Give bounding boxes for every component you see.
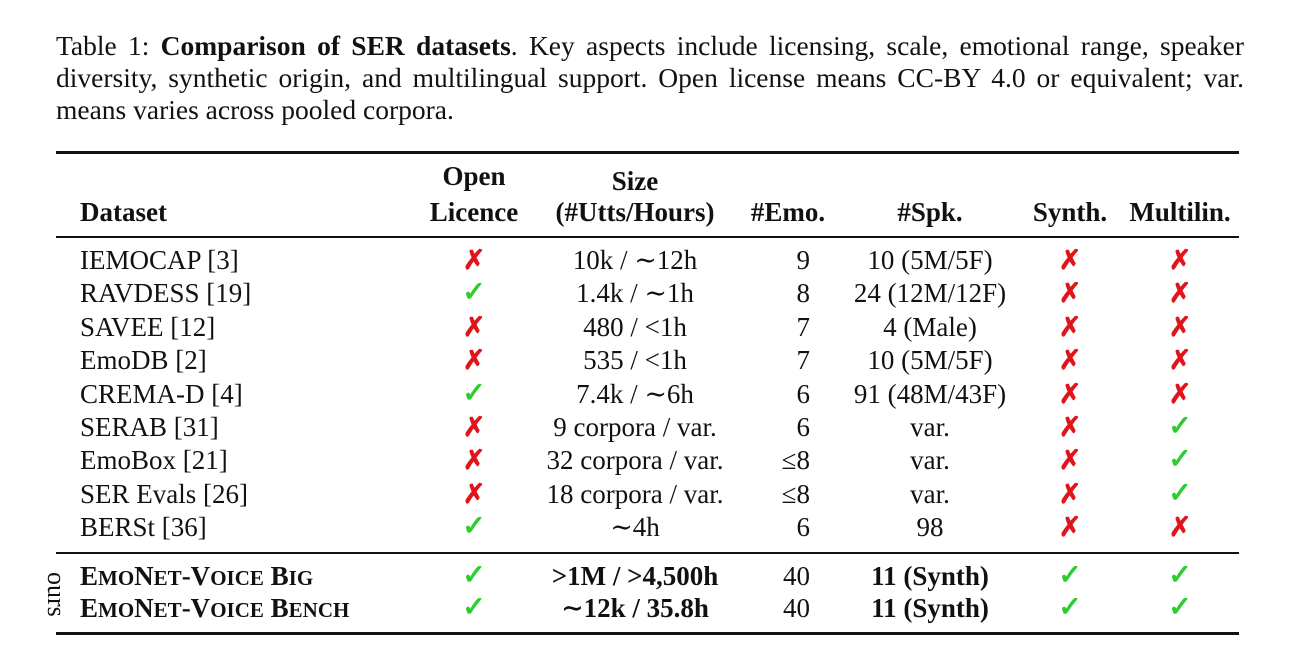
cell-open: ✓ xyxy=(462,377,486,409)
cell-spk: 11 (Synth) xyxy=(871,561,989,591)
header-emo: #Emo. xyxy=(750,197,826,227)
cell-synth: ✗ xyxy=(1058,412,1082,442)
ours-label-text: ours xyxy=(42,572,71,617)
cell-emo: 7 xyxy=(796,311,810,342)
cell-emo: 40 xyxy=(783,561,810,591)
cell-dataset: CREMA-D [4] xyxy=(80,378,243,409)
cell-size: 535 / <1h xyxy=(583,345,687,376)
cell-multilin: ✗ xyxy=(1168,245,1192,275)
cell-synth: ✗ xyxy=(1058,245,1082,275)
header-spk: #Spk. xyxy=(897,197,963,227)
cell-size: >1M / >4,500h xyxy=(551,561,719,591)
cell-spk: var. xyxy=(910,478,950,509)
cell-dataset: SER Evals [26] xyxy=(80,478,248,509)
cell-open: ✓ xyxy=(462,592,486,623)
name-part: E xyxy=(80,561,99,591)
name-part: OICE xyxy=(210,566,264,590)
cell-multilin: ✗ xyxy=(1168,512,1192,543)
cell-dataset: IEMOCAP [3] xyxy=(80,245,239,275)
cell-dataset xyxy=(80,560,410,594)
cell-multilin: ✓ xyxy=(1168,560,1192,591)
name-part: B xyxy=(263,561,289,591)
cell-multilin: ✓ xyxy=(1168,411,1192,442)
cell-spk: 10 (5M/5F) xyxy=(867,345,993,376)
cell-emo: ≤8 xyxy=(781,445,810,476)
name-part: ET xyxy=(153,598,182,622)
name-part: OICE xyxy=(210,598,264,622)
header-open-line2: Licence xyxy=(429,197,519,227)
cell-synth: ✗ xyxy=(1058,478,1082,509)
cell-multilin: ✗ xyxy=(1168,311,1192,342)
cell-emo: 6 xyxy=(796,512,810,543)
name-part: B xyxy=(263,593,289,623)
cell-multilin: ✗ xyxy=(1168,345,1192,376)
cell-multilin: ✓ xyxy=(1168,444,1192,476)
cell-synth: ✗ xyxy=(1058,311,1082,342)
cell-size: 1.4k / ∼1h xyxy=(576,278,694,309)
cell-open: ✓ xyxy=(462,560,486,591)
cell-emo: ≤8 xyxy=(781,478,810,509)
cell-open: ✗ xyxy=(462,478,486,509)
cell-synth: ✗ xyxy=(1058,278,1082,309)
name-part: IG xyxy=(288,566,314,590)
cell-size: 18 corpora / var. xyxy=(546,478,724,509)
top-rule xyxy=(56,151,1239,154)
header-size-line1: Size xyxy=(611,166,659,196)
cell-open: ✗ xyxy=(462,311,486,342)
cell-dataset: SERAB [31] xyxy=(80,412,219,442)
name-part: MO xyxy=(98,566,135,590)
cell-open: ✓ xyxy=(462,277,486,309)
cell-emo: 8 xyxy=(796,278,810,309)
cell-spk: var. xyxy=(910,445,950,476)
cell-size: 7.4k / ∼6h xyxy=(576,378,694,409)
caption-body: . Key aspects include licensing, scale, emotional range, speaker diversity, synthetic origin, and multilingual support. Open license means CC-BY 4.0 or equivalent; var. means varies across pooled corpora. xyxy=(56,30,1244,125)
cell-emo: 9 xyxy=(796,245,810,275)
header-multilin: Multilin. xyxy=(1129,197,1231,227)
cell-multilin: ✗ xyxy=(1168,278,1192,309)
cell-emo: 6 xyxy=(796,378,810,409)
cell-dataset: RAVDESS [19] xyxy=(80,278,252,309)
cell-spk: 24 (12M/12F) xyxy=(853,278,1007,309)
cell-spk: 98 xyxy=(916,512,944,543)
cell-dataset: BERSt [36] xyxy=(80,512,207,543)
cell-size: 32 corpora / var. xyxy=(546,445,724,476)
ours-rule xyxy=(56,552,1239,554)
name-part: MO xyxy=(98,598,135,622)
name-part: E xyxy=(80,593,99,623)
cell-dataset: SAVEE [12] xyxy=(80,311,216,342)
cell-size: 480 / <1h xyxy=(583,311,687,342)
header-synth: Synth. xyxy=(1032,197,1108,227)
header-size-line2: (#Utts/Hours) xyxy=(555,197,715,227)
cell-multilin: ✓ xyxy=(1168,592,1192,623)
cell-emo: 40 xyxy=(783,593,810,623)
cell-multilin: ✓ xyxy=(1168,477,1192,509)
table-caption xyxy=(56,30,1244,126)
cell-open: ✗ xyxy=(462,345,486,376)
cell-emo: 6 xyxy=(796,412,810,442)
bottom-rule xyxy=(56,632,1239,635)
header-dataset: Dataset xyxy=(80,197,167,227)
name-part: N xyxy=(134,593,154,623)
cell-size: ∼4h xyxy=(610,512,660,543)
cell-synth: ✗ xyxy=(1058,378,1082,409)
name-part: N xyxy=(134,561,154,591)
cell-size: ∼12k / 35.8h xyxy=(561,593,709,623)
name-part: -V xyxy=(181,593,211,623)
cell-size: 10k / ∼12h xyxy=(572,245,698,275)
cell-synth: ✗ xyxy=(1058,345,1082,376)
name-part: ET xyxy=(153,566,182,590)
cell-synth: ✗ xyxy=(1058,512,1082,543)
cell-size: 9 corpora / var. xyxy=(553,412,717,442)
name-part: -V xyxy=(181,561,211,591)
caption-title: Comparison of SER datasets xyxy=(160,30,511,61)
cell-spk: 10 (5M/5F) xyxy=(867,245,993,275)
header-rule xyxy=(56,236,1239,238)
header-open-line1: Open xyxy=(442,161,506,191)
cell-spk: 91 (48M/43F) xyxy=(853,378,1007,409)
cell-spk: 4 (Male) xyxy=(883,311,977,342)
cell-open: ✗ xyxy=(462,445,486,476)
cell-dataset: EmoBox [21] xyxy=(80,445,228,476)
cell-spk: 11 (Synth) xyxy=(871,593,989,623)
caption-prefix: Table 1: xyxy=(56,30,161,61)
cell-synth: ✓ xyxy=(1058,560,1082,591)
cell-multilin: ✗ xyxy=(1168,378,1192,409)
cell-open: ✗ xyxy=(462,412,486,442)
cell-synth: ✓ xyxy=(1058,592,1082,623)
cell-open: ✗ xyxy=(462,245,486,275)
cell-synth: ✗ xyxy=(1058,445,1082,476)
cell-open: ✓ xyxy=(462,511,486,543)
cell-spk: var. xyxy=(910,412,950,442)
cell-dataset: EmoDB [2] xyxy=(80,345,207,376)
name-part: ENCH xyxy=(288,598,350,622)
cell-dataset xyxy=(80,592,410,626)
cell-emo: 7 xyxy=(796,345,810,376)
ours-label xyxy=(42,568,76,624)
